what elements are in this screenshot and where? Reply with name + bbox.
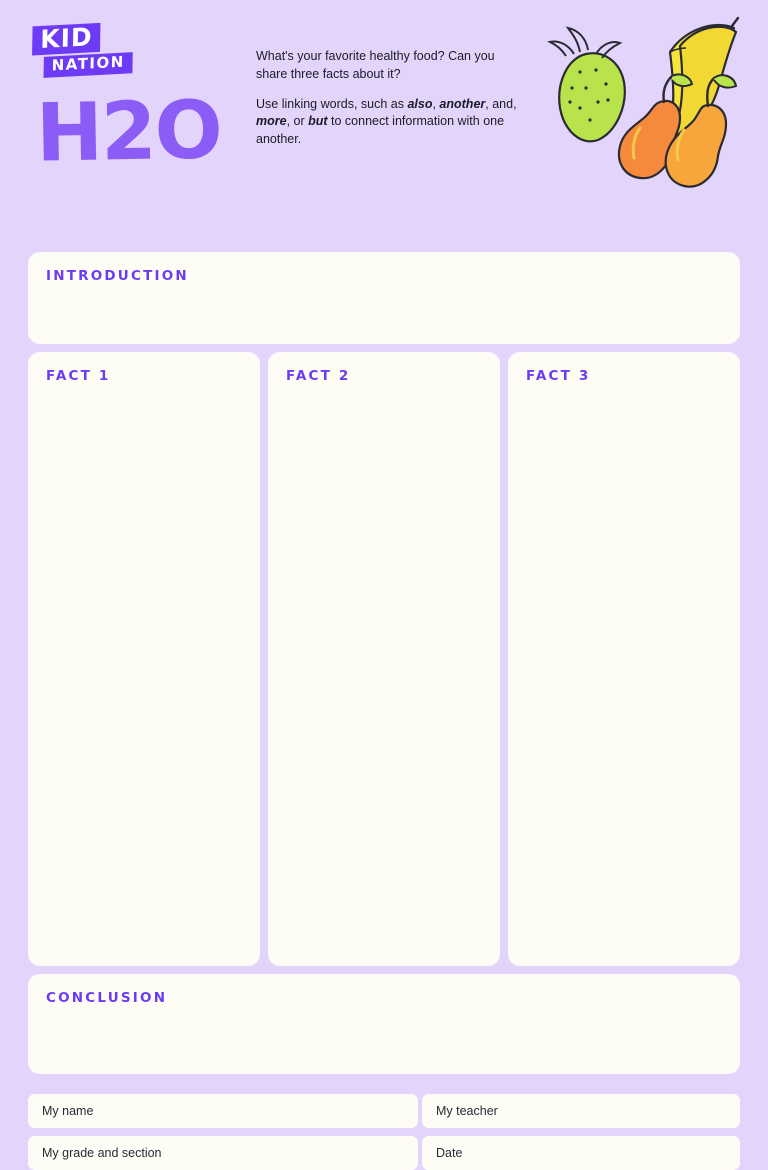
linking-word-also: also <box>407 96 433 111</box>
instructions-paragraph-1: What's your favorite healthy food? Can you share three facts about it? <box>256 49 495 81</box>
linking-word-more: more <box>256 114 287 129</box>
fact-2-label: FACT 2 <box>286 368 351 384</box>
strawberry-icon <box>550 28 625 141</box>
fact-1-writing-area[interactable] <box>28 384 260 962</box>
instructions-block <box>256 48 518 161</box>
fact-3-label: FACT 3 <box>526 368 591 384</box>
date-label: Date <box>436 1146 463 1160</box>
introduction-box[interactable] <box>28 252 740 344</box>
fact-2-writing-area[interactable] <box>268 384 500 962</box>
logo-nation-text: NATION <box>44 52 133 77</box>
conclusion-writing-area[interactable] <box>28 1006 740 1070</box>
fact-2-box[interactable] <box>268 352 500 966</box>
introduction-label: INTRODUCTION <box>46 268 189 284</box>
page-header <box>0 0 768 232</box>
instructions-text-prefix: Use linking words, such as <box>256 96 408 111</box>
instructions-sep-1: , <box>432 96 440 111</box>
my-grade-and-section-field[interactable] <box>28 1136 418 1170</box>
my-teacher-label: My teacher <box>436 1104 498 1118</box>
conclusion-box[interactable] <box>28 974 740 1074</box>
fact-1-label: FACT 1 <box>46 368 111 384</box>
linking-word-but: but <box>308 114 328 129</box>
date-field[interactable] <box>422 1136 740 1170</box>
kid-nation-logo <box>32 22 127 85</box>
logo-kid-text: KID <box>32 23 101 56</box>
fact-1-box[interactable] <box>28 352 260 966</box>
instructions-sep-2: , and, <box>485 96 517 111</box>
my-teacher-field[interactable] <box>422 1094 740 1128</box>
fruit-illustration <box>520 10 756 216</box>
linking-word-another: another <box>439 96 486 111</box>
instructions-text-suffix: to connect information with one another. <box>256 114 505 146</box>
instructions-paragraph-2 <box>256 96 518 149</box>
conclusion-label: CONCLUSION <box>46 990 168 1006</box>
page-title: H2O <box>35 83 222 180</box>
introduction-writing-area[interactable] <box>28 284 740 340</box>
my-name-field[interactable] <box>28 1094 418 1128</box>
my-name-label: My name <box>42 1104 94 1118</box>
fact-3-box[interactable] <box>508 352 740 966</box>
my-grade-and-section-label: My grade and section <box>42 1146 162 1160</box>
instructions-sep-3: , or <box>286 114 309 129</box>
fact-3-writing-area[interactable] <box>508 384 740 962</box>
